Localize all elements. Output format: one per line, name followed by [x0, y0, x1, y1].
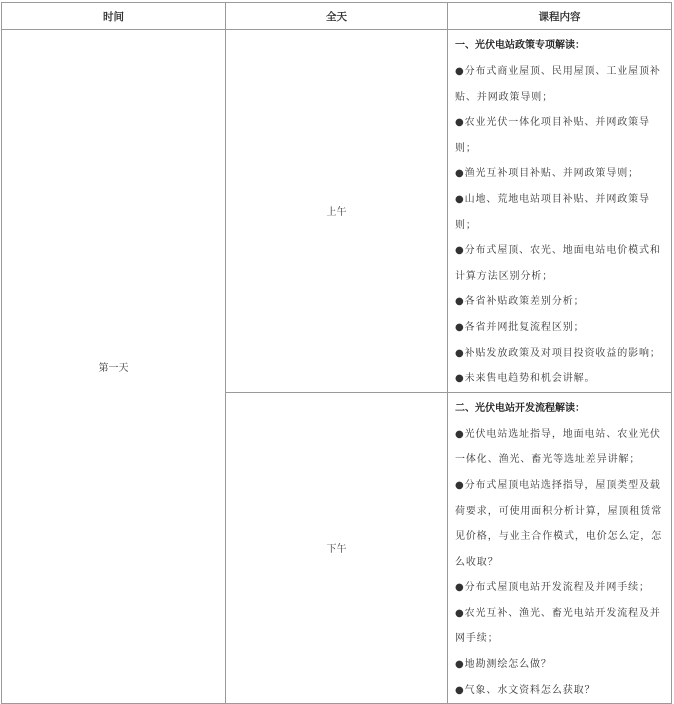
header-full-day: 全天 — [226, 3, 448, 30]
header-time: 时间 — [2, 3, 226, 30]
period-cell-afternoon: 下午 — [226, 392, 448, 704]
content-item: ●农业光伏一体化项目补贴、并网政策导则； — [455, 117, 650, 154]
session-row-morning — [2, 30, 672, 393]
content-item: ●补贴发放政策及对项目投资收益的影响； — [455, 347, 661, 359]
content-cell-afternoon — [448, 392, 672, 704]
content-cell-morning — [448, 30, 672, 393]
content-item: ●分布式屋顶电站选择指导，屋顶类型及载荷要求，可使用面积分析计算，屋顶租赁常见价格，与业主合作模式，电价怎么定，怎么收取？ — [455, 479, 663, 568]
course-schedule-table — [1, 2, 672, 704]
content-item: ●光伏电站选址指导，地面电站、农业光伏一体化、渔光、畜光等选址差异讲解； — [455, 428, 661, 466]
content-item: ●气象、水文资料怎么获取？ — [455, 684, 596, 696]
content-item: ●农光互补、渔光、畜光电站开发流程及并网手续； — [455, 607, 661, 645]
content-item: ●未来售电趋势和机会讲解。 — [455, 373, 596, 385]
period-cell-morning: 上午 — [226, 30, 448, 393]
section-title: 一、光伏电站政策专项解读： — [455, 40, 585, 51]
day-cell: 第一天 — [2, 30, 226, 704]
content-item: ●山地、荒地电站项目补贴、并网政策导则； — [455, 193, 650, 231]
content-item: ●渔光互补项目补贴、并网政策导则； — [455, 168, 640, 180]
content-item: ●各省并网批复流程区别； — [455, 321, 585, 333]
content-item: ●分布式商业屋顶、民用屋顶、工业屋顶补贴、并网政策导则； — [455, 66, 661, 103]
section-title: 二、光伏电站开发流程解读： — [455, 402, 585, 414]
content-item: ●各省补贴政策差别分析； — [455, 296, 585, 308]
content-item: ●地勘测绘怎么做？ — [455, 659, 552, 671]
content-item: ●分布式屋顶电站开发流程及并网手续； — [455, 582, 650, 594]
header-course-content: 课程内容 — [448, 3, 672, 30]
header-row — [2, 3, 672, 30]
content-item: ●分布式屋顶、农光、地面电站电价模式和计算方法区别分析； — [455, 245, 661, 282]
